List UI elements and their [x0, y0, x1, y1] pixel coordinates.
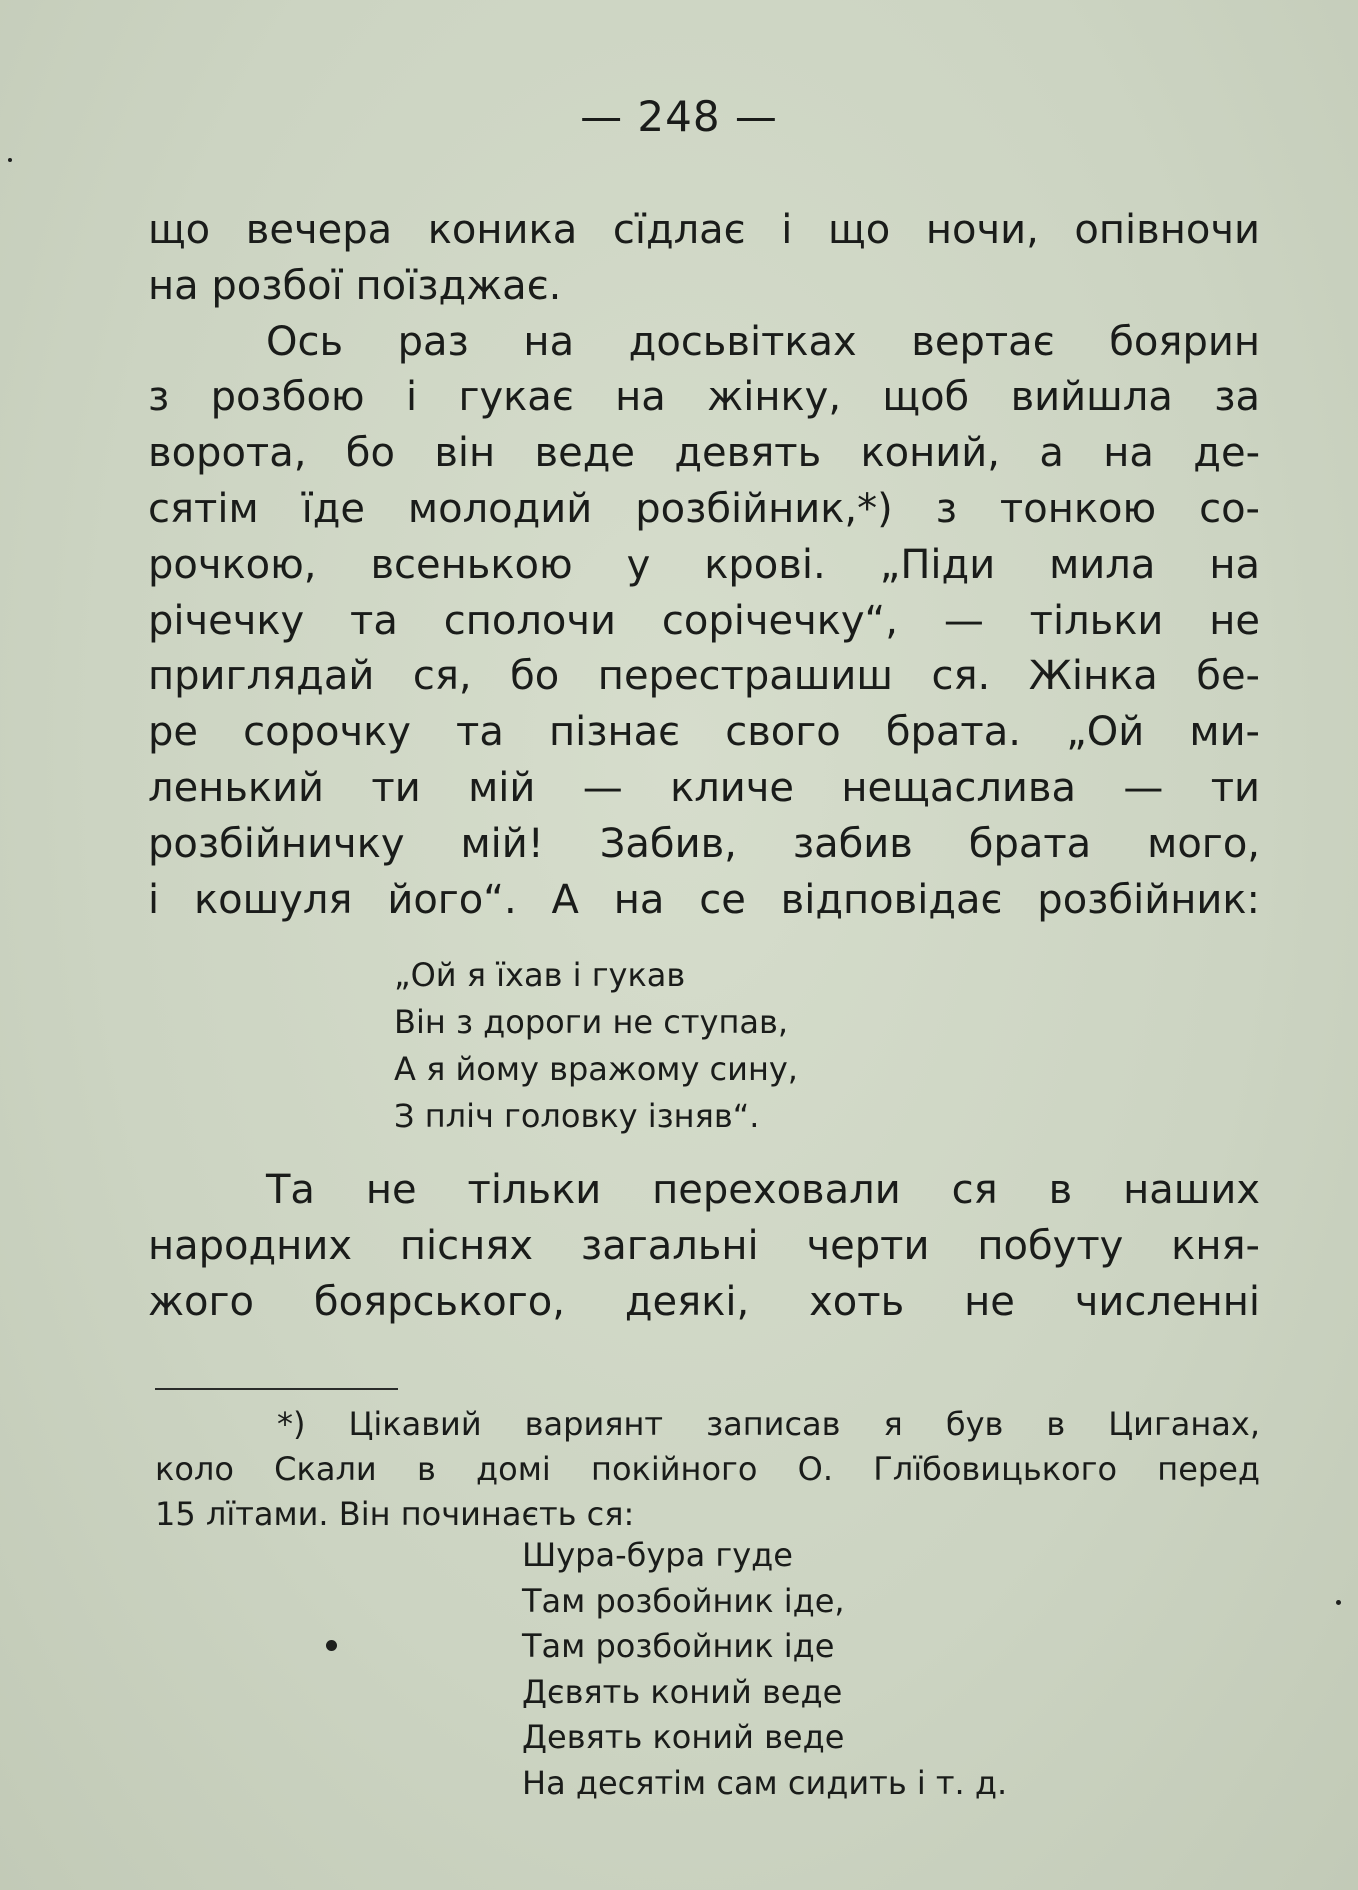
footnote-verse-line: Там розбойник іде — [522, 1627, 835, 1666]
text-line: розбійничку мій! Забив, забив брата мого, — [148, 820, 1260, 867]
footnote-line: *) Цікавий вариянт записав я був в Циганах, — [277, 1405, 1260, 1443]
footnote-verse-line: Шура-бура гуде — [522, 1536, 793, 1574]
text-line: народних піснях загальні черти побуту кня- — [148, 1223, 1260, 1269]
text-line: що вечера коника сїдлає і що ночи, опівночи — [148, 207, 1260, 253]
main-text — [148, 203, 1260, 928]
text-line: ворота, бо він веде девять коний, а на де- — [148, 430, 1260, 477]
text-line: жого боярського, деякі, хоть не численні — [148, 1279, 1260, 1325]
text-line: річечку та сполочи сорічечку“, — тільки не — [148, 597, 1260, 644]
text-line: і кошуля його“. А на се відповідає розбійник: — [148, 876, 1260, 923]
text-line: ленький ти мій — кличе нещаслива — ти — [148, 764, 1260, 811]
text-line: рочкою, всенькою у крові. „Піди мила на — [148, 541, 1260, 588]
verse-line: З пліч головку ізняв“. — [394, 1097, 760, 1135]
text-line: сятім їде молодий розбійник,*) з тонкою со- — [148, 485, 1260, 532]
footnote-verse-line: Девять коний веде — [522, 1718, 845, 1757]
ink-speck — [8, 158, 12, 162]
text-line: з розбою і гукає на жінку, щоб вийшла за — [148, 374, 1260, 421]
footnote-verse-line: На десятім сам сидить і т. д. — [522, 1763, 1008, 1802]
text-line: Ось раз на досьвітках вертає боярин — [266, 318, 1260, 365]
footnote-line: коло Скали в домі покійного О. Глїбовицького перед — [155, 1450, 1260, 1488]
verse-line: Він з дороги не ступав, — [394, 1003, 789, 1041]
text-line: ре сорочку та пізнає свого брата. „Ой ми- — [148, 709, 1260, 756]
text-line: приглядай ся, бо перестрашиш ся. Жінка бе- — [148, 653, 1260, 700]
footnote-divider — [155, 1388, 398, 1390]
verse-line: „Ой я їхав і гукав — [394, 956, 686, 994]
verse-quote — [394, 952, 798, 1140]
page-number: — 248 — — [580, 92, 778, 141]
text-line: на розбої поїзджає. — [148, 262, 562, 309]
text-line: Та не тільки переховали ся в наших — [266, 1167, 1260, 1213]
ink-speck — [1336, 1600, 1341, 1605]
verse-line: А я йому вражому сину, — [394, 1050, 798, 1088]
footnote — [155, 1402, 1260, 1537]
footnote-verse-line: Дєвять коний веде — [522, 1672, 843, 1711]
main-text-continued — [148, 1162, 1260, 1330]
footnote-verse — [522, 1533, 1007, 1807]
footnote-verse-line: Там розбойник іде, — [522, 1581, 845, 1620]
footnote-line: 15 лїтами. Він починаєть ся: — [155, 1495, 635, 1533]
ink-speck — [326, 1640, 337, 1651]
